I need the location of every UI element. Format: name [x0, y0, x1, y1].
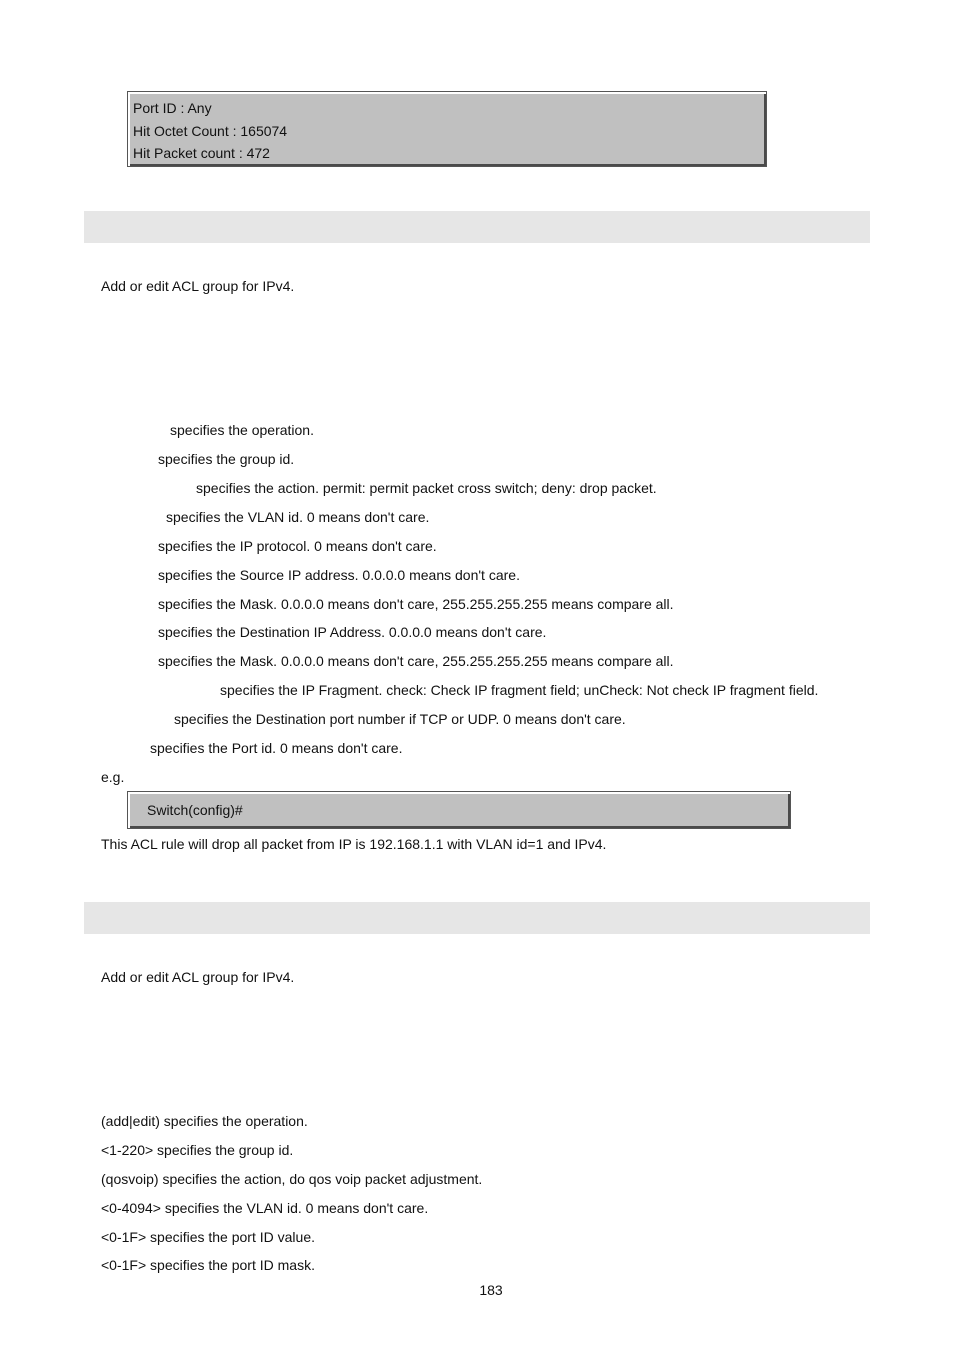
hit-packet-count-line: Hit Packet count : 472 — [133, 145, 270, 161]
s2-param-vlan-id: <0-4094> specifies the VLAN id. 0 means don't care. — [101, 1200, 429, 1216]
section-header-bar — [84, 211, 870, 243]
s2-param-port-id-mask: <0-1F> specifies the port ID mask. — [101, 1257, 315, 1273]
section-header-bar-2 — [84, 902, 870, 934]
param-source-mask: specifies the Mask. 0.0.0.0 means don't care, 255.255.255.255 means compare all. — [158, 596, 674, 612]
param-source-ip: specifies the Source IP address. 0.0.0.0 means don't care. — [158, 567, 520, 583]
section2-description: Add or edit ACL group for IPv4. — [101, 969, 295, 985]
example-command: Switch(config)# — [147, 802, 243, 818]
s2-param-group-id: <1-220> specifies the group id. — [101, 1142, 294, 1158]
param-destination-port: specifies the Destination port number if TCP or UDP. 0 means don't care. — [174, 711, 626, 727]
s2-param-operation: (add|edit) specifies the operation. — [101, 1113, 308, 1129]
param-destination-mask: specifies the Mask. 0.0.0.0 means don't care, 255.255.255.255 means compare all. — [158, 653, 674, 669]
param-ip-protocol: specifies the IP protocol. 0 means don't care. — [158, 538, 437, 554]
page-number: 183 — [479, 1282, 503, 1298]
port-id-line: Port ID : Any — [133, 100, 212, 116]
section-description: Add or edit ACL group for IPv4. — [101, 278, 295, 294]
hit-octet-count-line: Hit Octet Count : 165074 — [133, 123, 288, 139]
example-command-box — [127, 791, 791, 829]
s2-param-port-id-value: <0-1F> specifies the port ID value. — [101, 1229, 315, 1245]
param-operation: specifies the operation. — [170, 422, 314, 438]
param-port-id: specifies the Port id. 0 means don't care. — [150, 740, 403, 756]
example-note: This ACL rule will drop all packet from IP is 192.168.1.1 with VLAN id=1 and IPv4. — [101, 836, 607, 852]
example-label: e.g. — [101, 769, 125, 785]
s2-param-action: (qosvoip) specifies the action, do qos voip packet adjustment. — [101, 1171, 483, 1187]
param-vlan-id: specifies the VLAN id. 0 means don't care. — [166, 509, 430, 525]
acl-result-box — [127, 91, 767, 167]
param-destination-ip: specifies the Destination IP Address. 0.0.0.0 means don't care. — [158, 624, 547, 640]
param-ip-fragment: specifies the IP Fragment. check: Check IP fragment field; unCheck: Not check IP fragment field. — [220, 682, 819, 698]
param-group-id: specifies the group id. — [158, 451, 295, 467]
param-action: specifies the action. permit: permit packet cross switch; deny: drop packet. — [196, 480, 657, 496]
